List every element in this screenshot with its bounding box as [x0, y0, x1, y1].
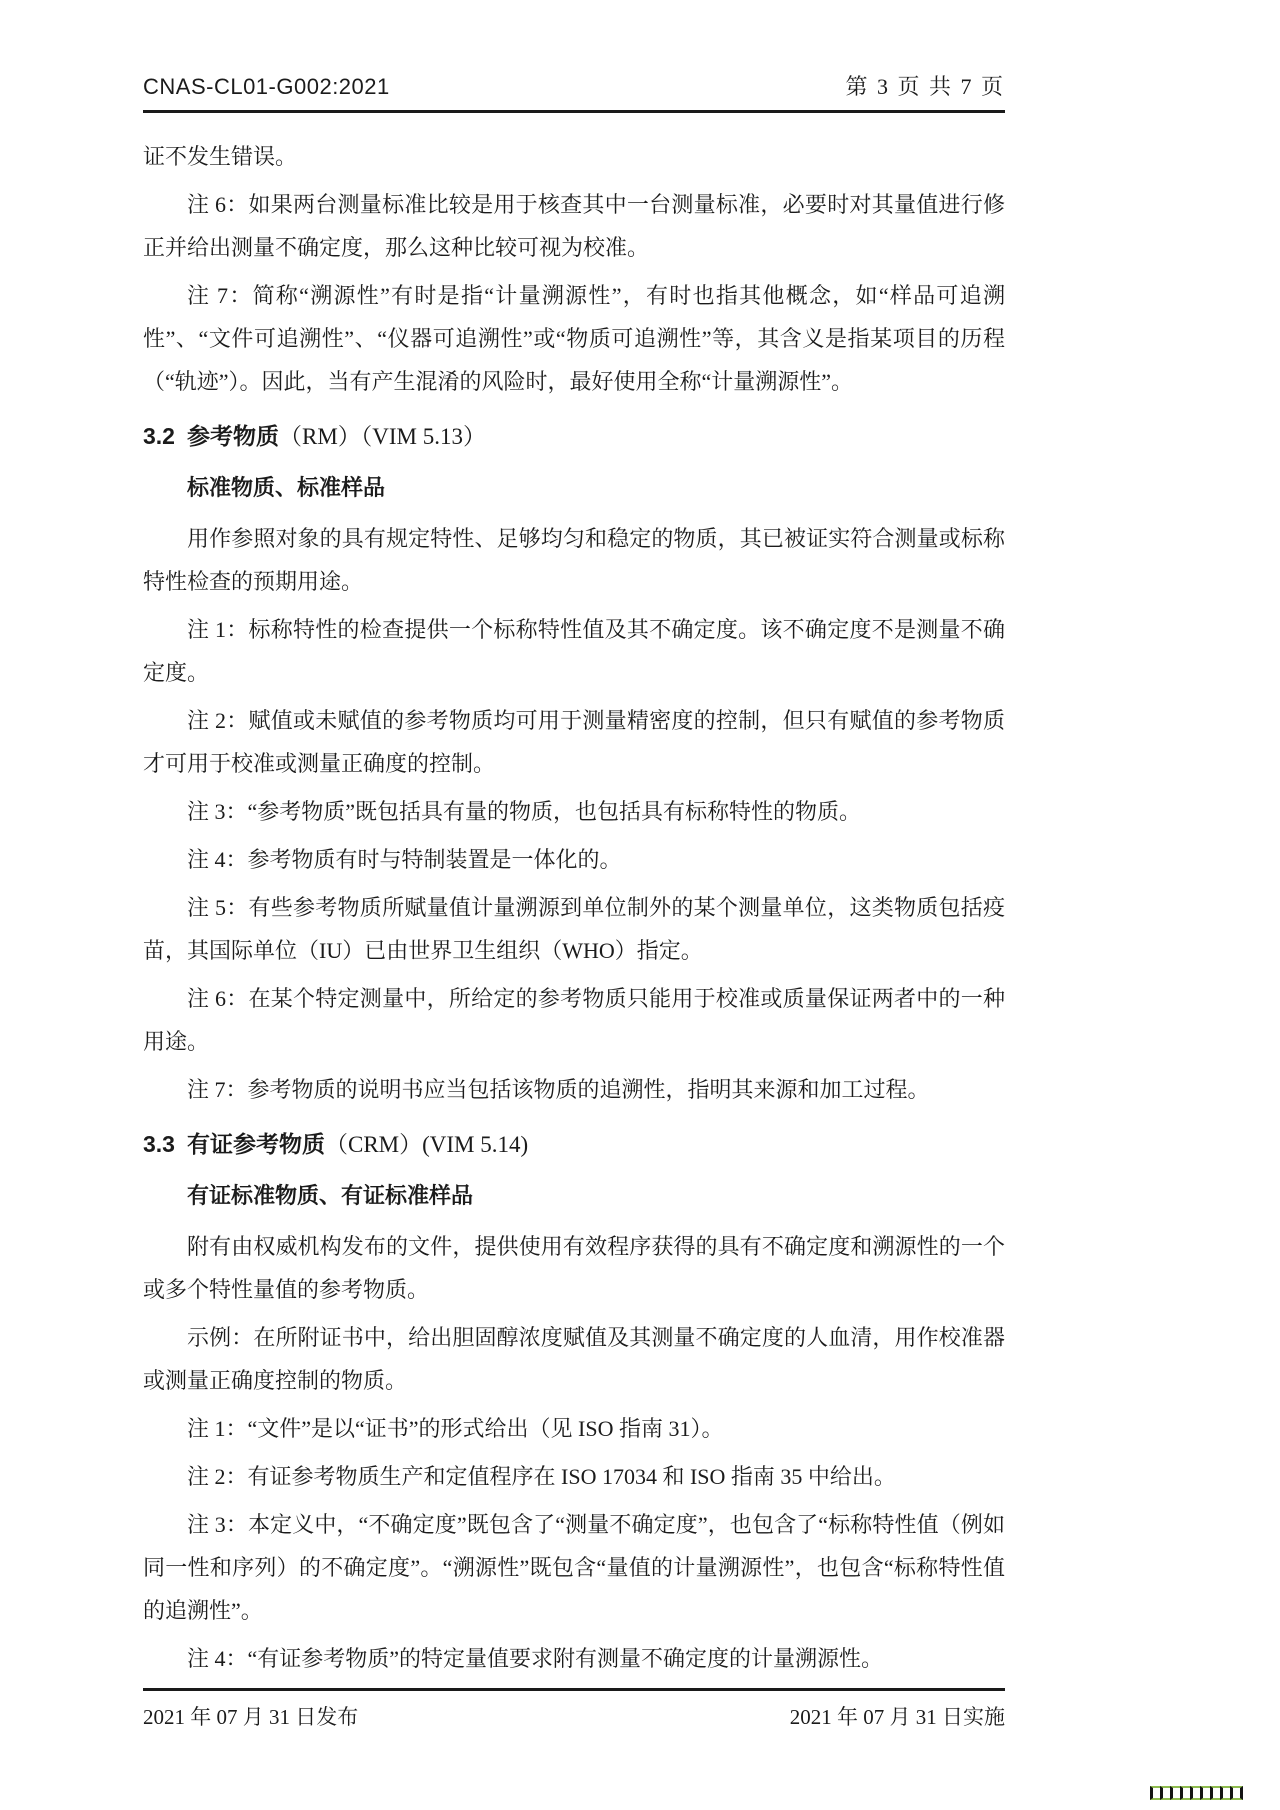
note-paragraph: 注 4：参考物质有时与特制装置是一体化的。	[187, 847, 622, 872]
note-paragraph: 注 2：赋值或未赋值的参考物质均可用于测量精密度的控制，但只有赋值的参考物质才可用于校准或测量正确度的控制。	[143, 708, 1005, 776]
note-paragraph: 注 7：参考物质的说明书应当包括该物质的追溯性，指明其来源和加工过程。	[187, 1077, 930, 1102]
implement-date: 2021 年 07 月 31 日实施	[789, 1705, 1005, 1729]
section-title-suffix: （CRM）(VIM 5.14)	[324, 1132, 529, 1157]
note-paragraph: 注 3：“参考物质”既包括具有量的物质，也包括具有标称特性的物质。	[187, 799, 862, 824]
note-paragraph: 注 6：如果两台测量标准比较是用于核查其中一台测量标准，必要时对其量值进行修正并给出测量不确定度，那么这种比较可视为校准。	[143, 192, 1005, 260]
barcode-segment	[1220, 1786, 1230, 1800]
barcode-strip	[1150, 1786, 1243, 1800]
barcode-segment	[1230, 1786, 1243, 1800]
section-number: 3.2	[143, 423, 175, 449]
note-paragraph: 注 1：“文件”是以“证书”的形式给出（见 ISO 指南 31）。	[187, 1416, 724, 1441]
paragraph: 用作参照对象的具有规定特性、足够均匀和稳定的物质，其已被证实符合测量或标称特性检查的预期用途。	[143, 526, 1005, 594]
barcode-segment	[1170, 1786, 1180, 1800]
term-subheading: 有证标准物质、有证标准样品	[187, 1183, 474, 1208]
section-heading-3-2	[143, 415, 1005, 458]
barcode-segment	[1160, 1786, 1170, 1800]
note-paragraph: 注 2：有证参考物质生产和定值程序在 ISO 17034 和 ISO 指南 35 中给出。	[187, 1464, 896, 1489]
note-paragraph: 注 3：本定义中，“不确定度”既包含了“测量不确定度”，也包含了“标称特性值（例如同一性和序列）的不确定度”。“溯源性”既包含“量值的计量溯源性”，也包含“标称特性值的追溯性”。	[143, 1512, 1005, 1623]
barcode-segment	[1210, 1786, 1220, 1800]
example-paragraph: 示例：在所附证书中，给出胆固醇浓度赋值及其测量不确定度的人血清，用作校准器或测量正确度控制的物质。	[143, 1325, 1005, 1393]
note-paragraph: 注 6：在某个特定测量中，所给定的参考物质只能用于校准或质量保证两者中的一种用途。	[143, 986, 1005, 1054]
paragraph: 证不发生错误。	[143, 144, 298, 169]
page-footer	[143, 1688, 1005, 1731]
document-code: CNAS-CL01-G002:2021	[143, 74, 390, 99]
barcode-segment	[1180, 1786, 1190, 1800]
note-paragraph: 注 4：“有证参考物质”的特定量值要求附有测量不确定度的计量溯源性。	[187, 1646, 884, 1671]
page-header	[143, 70, 1005, 113]
note-paragraph: 注 5：有些参考物质所赋量值计量溯源到单位制外的某个测量单位，这类物质包括疫苗，其国际单位（IU）已由世界卫生组织（WHO）指定。	[143, 895, 1005, 963]
barcode-segment	[1200, 1786, 1210, 1800]
release-date: 2021 年 07 月 31 日发布	[143, 1705, 359, 1729]
section-title-suffix: （RM）（VIM 5.13）	[278, 424, 486, 449]
note-paragraph: 注 7：简称“溯源性”有时是指“计量溯源性”，有时也指其他概念，如“样品可追溯性”、“文件可追溯性”、“仪器可追溯性”或“物质可追溯性”等，其含义是指某项目的历程（“轨迹”）。因此，当有产生混淆的风险时，最好使用全称“计量溯源性”。	[143, 283, 1005, 394]
section-title: 有证参考物质	[186, 1131, 325, 1157]
page-indicator: 第 3 页 共 7 页	[845, 74, 1005, 99]
section-number: 3.3	[143, 1131, 175, 1157]
note-paragraph: 注 1：标称特性的检查提供一个标称特性值及其不确定度。该不确定度不是测量不确定度。	[143, 617, 1005, 685]
document-body	[143, 135, 1005, 1680]
term-subheading: 标准物质、标准样品	[187, 475, 386, 500]
section-heading-3-3	[143, 1123, 1005, 1166]
barcode-segment	[1190, 1786, 1200, 1800]
paragraph: 附有由权威机构发布的文件，提供使用有效程序获得的具有不确定度和溯源性的一个或多个特性量值的参考物质。	[143, 1234, 1005, 1302]
barcode-segment	[1150, 1786, 1160, 1800]
section-title: 参考物质	[186, 423, 279, 449]
